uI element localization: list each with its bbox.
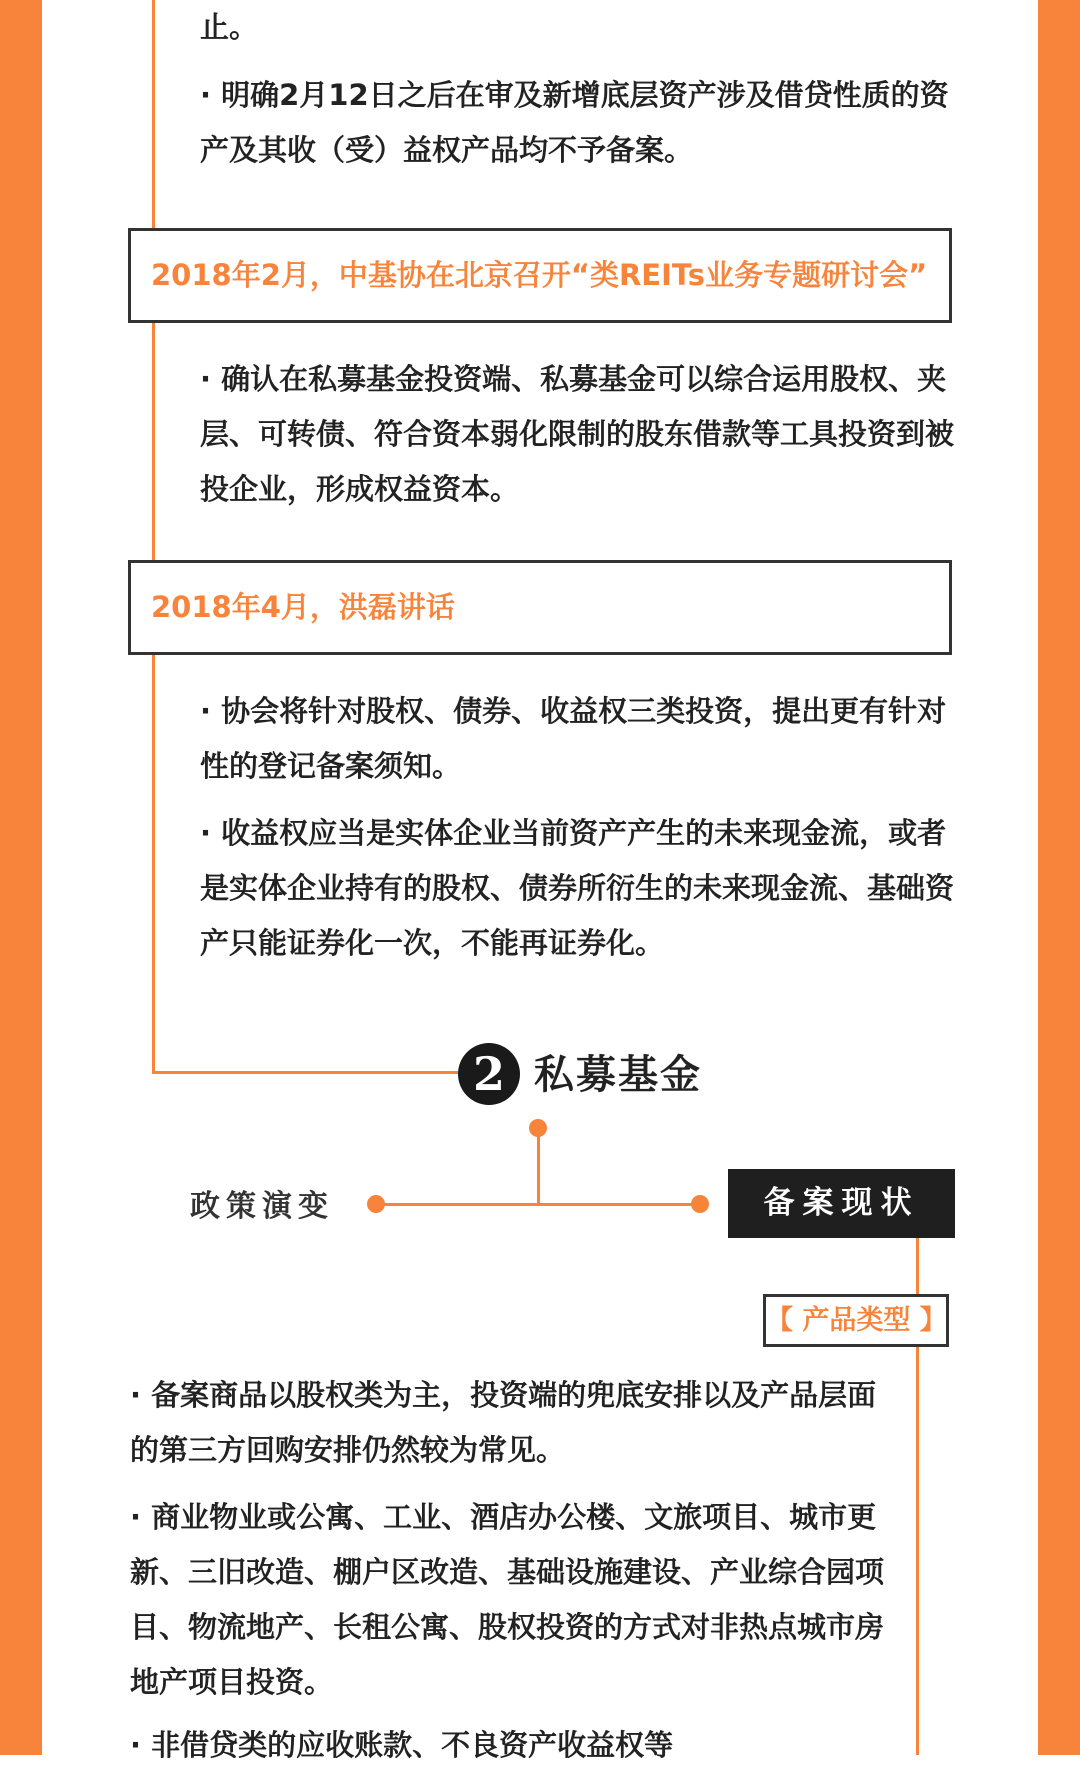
- policy-evolution-label: 政策演变: [190, 1189, 334, 1224]
- filing-status-tab: 备案现状: [728, 1169, 955, 1238]
- timeline-top-fragment: 止。: [200, 10, 259, 44]
- event-apr-bullet-2: · 收益权应当是实体企业当前资产产生的未来现金流，或者是实体企业持有的股权、债券所衍生的未来现金流、基础资产只能证券化一次，不能再证券化。: [200, 816, 955, 960]
- branch-horizontal-line: [376, 1203, 700, 1206]
- branch-vertical-line: [537, 1128, 540, 1206]
- branch-left-dot: [367, 1195, 385, 1213]
- product-type-tag: 【 产品类型 】: [763, 1294, 949, 1347]
- product-type-bullet-2: · 商业物业或公寓、工业、酒店办公楼、文旅项目、城市更新、三旧改造、棚户区改造、基础设施建设、产业综合园项目、物流地产、长租公寓、股权投资的方式对非热点城市房地产项目投资。: [130, 1500, 885, 1699]
- event-apr-bullet-1: · 协会将针对股权、债券、收益权三类投资，提出更有针对性的登记备案须知。: [200, 694, 947, 783]
- section-number-badge: 2: [458, 1043, 520, 1105]
- timeline-vertical-line: [152, 0, 155, 1073]
- product-type-bullet-1: · 备案商品以股权类为主，投资端的兜底安排以及产品层面的第三方回购安排仍然较为常见。: [130, 1378, 877, 1467]
- event-box-feb-2018: [128, 228, 952, 323]
- event-box-apr-2018: [128, 560, 952, 655]
- event-feb-bullet: · 确认在私募基金投资端、私募基金可以综合运用股权、夹层、可转债、符合资本弱化限制的股东借款等工具投资到被投企业，形成权益资本。: [200, 362, 955, 506]
- event-title-feb-2018: 2018年2月，中基协在北京召开“类REITs业务专题研讨会”: [151, 258, 928, 292]
- event-title-apr-2018: 2018年4月，洪磊讲话: [151, 590, 455, 624]
- product-type-bullet-3: · 非借贷类的应收账款、不良资产收益权等: [130, 1728, 674, 1762]
- branch-right-dot: [691, 1195, 709, 1213]
- timeline-connector-line: [152, 1071, 458, 1074]
- timeline-bullet-1: · 明确2月12日之后在审及新增底层资产涉及借贷性质的资产及其收（受）益权产品均不予备案。: [200, 78, 949, 167]
- section-title: 私募基金: [534, 1052, 702, 1098]
